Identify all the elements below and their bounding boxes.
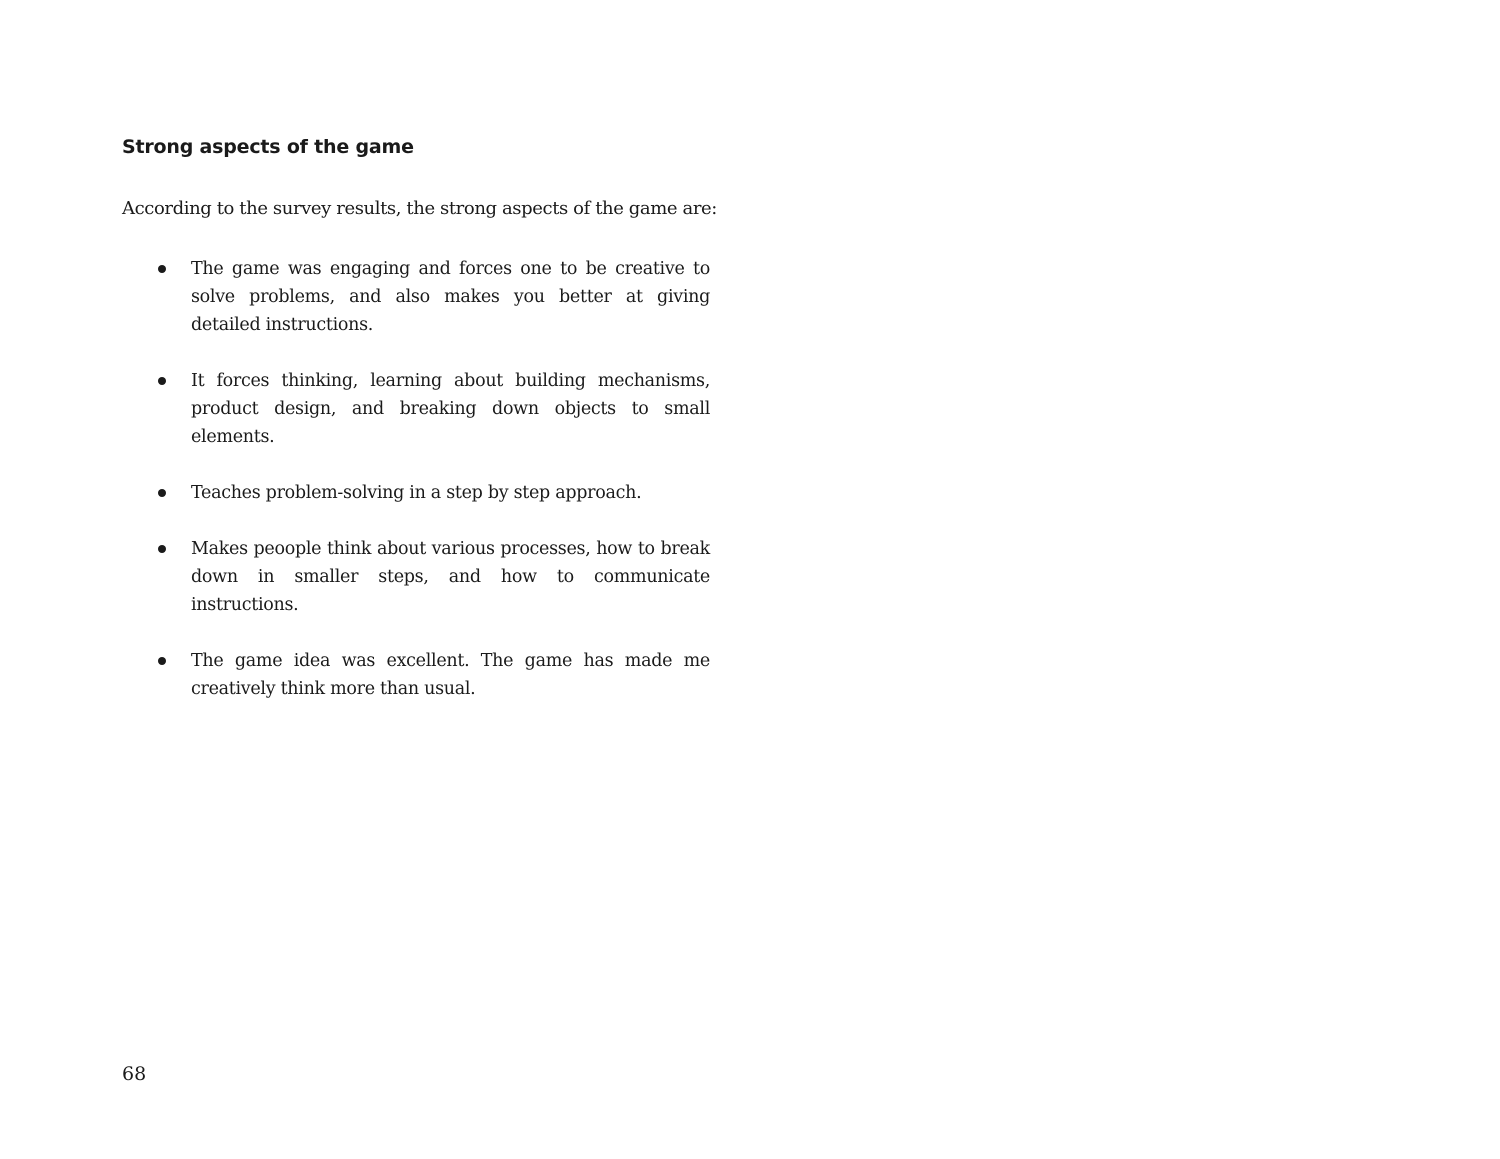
list-item <box>122 647 710 703</box>
list-item <box>122 367 710 451</box>
list-item <box>122 535 710 619</box>
list-item-text: Teaches problem-solving in a step by step approach. <box>191 483 642 503</box>
list-item-text: The game idea was excellent. The game has made me creatively think more than usual. <box>191 651 710 699</box>
bullet-icon <box>158 545 166 553</box>
intro-paragraph: According to the survey results, the strong aspects of the game are: <box>122 198 717 219</box>
list-item-text: The game was engaging and forces one to be creative to solve problems, and also makes you better at giving detailed instructions. <box>191 259 710 335</box>
list-item-text: Makes peoople think about various processes, how to break down in smaller steps, and how to communicate instructions. <box>191 539 710 615</box>
page-number: 68 <box>122 1063 147 1085</box>
list-item-text: It forces thinking, learning about building mechanisms, product design, and breaking down objects to small elements. <box>191 371 710 447</box>
bullet-icon <box>158 265 166 273</box>
bullet-icon <box>158 489 166 497</box>
strong-aspects-list <box>122 255 722 731</box>
bullet-icon <box>158 377 166 385</box>
bullet-icon <box>158 657 166 665</box>
list-item <box>122 255 710 339</box>
section-heading: Strong aspects of the game <box>122 136 414 158</box>
list-item <box>122 479 710 507</box>
